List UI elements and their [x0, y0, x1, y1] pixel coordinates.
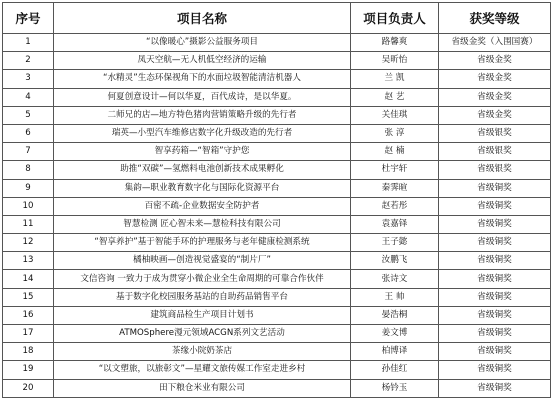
cell-project-name: 二师兄的店—地方特色猪肉营销策略升级的先行者	[54, 106, 351, 124]
cell-leader: 张 淳	[351, 124, 439, 142]
table-row	[3, 88, 551, 106]
cell-leader: 杨钤玉	[351, 379, 439, 397]
cell-award: 省级铜奖	[439, 306, 551, 324]
cell-project-name: 橘柚映画—创造视觉盛宴的“制片厂”	[54, 252, 351, 270]
table-row	[3, 234, 551, 252]
cell-project-name: 智享药箱—“智箱”守护您	[54, 143, 351, 161]
cell-leader: 孙佳红	[351, 361, 439, 379]
cell-project-name: 瑞英—小型汽车维修店数字化升级改造的先行者	[54, 124, 351, 142]
cell-project-name: “以像暖心”摄影公益服务项目	[54, 34, 351, 52]
cell-no: 6	[3, 124, 54, 142]
cell-project-name: 建筑商品检生产项目计划书	[54, 306, 351, 324]
cell-leader: 汝鹏飞	[351, 252, 439, 270]
cell-project-name: 百密不疏-企业数据安全防护者	[54, 197, 351, 215]
table-row	[3, 34, 551, 52]
cell-leader: 路馨爽	[351, 34, 439, 52]
cell-leader: 晏浩桐	[351, 306, 439, 324]
table-row	[3, 106, 551, 124]
cell-leader: 杜宇轩	[351, 161, 439, 179]
cell-award: 省级铜奖	[439, 379, 551, 397]
cell-award: 省级金奖	[439, 106, 551, 124]
cell-no: 15	[3, 288, 54, 306]
table-row	[3, 215, 551, 233]
table-row	[3, 161, 551, 179]
table-row	[3, 70, 551, 88]
table-row	[3, 288, 551, 306]
cell-no: 2	[3, 52, 54, 70]
cell-no: 7	[3, 143, 54, 161]
cell-leader: 吴昕怡	[351, 52, 439, 70]
cell-leader: 关佳琪	[351, 106, 439, 124]
cell-project-name: “智享养护”基于智能手环的护理服务与老年健康检测系统	[54, 234, 351, 252]
cell-leader: 王子懿	[351, 234, 439, 252]
table-row	[3, 270, 551, 288]
header-no: 序号	[3, 3, 54, 34]
cell-project-name: 田下粮仓米业有限公司	[54, 379, 351, 397]
table-row	[3, 325, 551, 343]
cell-award: 省级铜奖	[439, 252, 551, 270]
table-row	[3, 124, 551, 142]
cell-no: 12	[3, 234, 54, 252]
cell-award: 省级铜奖	[439, 288, 551, 306]
cell-no: 5	[3, 106, 54, 124]
table-row	[3, 179, 551, 197]
cell-project-name: 智慧检测 匠心智未来—慧检科技有限公司	[54, 215, 351, 233]
cell-project-name: 文信咨询 一致力于成为贯穿小微企业全生命周期的可靠合作伙伴	[54, 270, 351, 288]
cell-project-name: 何夏创意设计—何以华夏，百代成诗，是以华夏。	[54, 88, 351, 106]
cell-no: 16	[3, 306, 54, 324]
cell-no: 20	[3, 379, 54, 397]
cell-award: 省级铜奖	[439, 343, 551, 361]
table-row	[3, 361, 551, 379]
cell-leader: 王 帅	[351, 288, 439, 306]
cell-project-name: 凤天空航—无人机低空经济的运输	[54, 52, 351, 70]
cell-no: 3	[3, 70, 54, 88]
cell-no: 14	[3, 270, 54, 288]
table-row	[3, 52, 551, 70]
cell-leader: 赵若彤	[351, 197, 439, 215]
cell-leader: 柏博译	[351, 343, 439, 361]
cell-no: 17	[3, 325, 54, 343]
cell-award: 省级铜奖	[439, 197, 551, 215]
cell-award: 省级金奖	[439, 70, 551, 88]
document-page	[2, 2, 551, 398]
table-row	[3, 252, 551, 270]
cell-award: 省级铜奖	[439, 215, 551, 233]
cell-project-name: 茶缘小院奶茶店	[54, 343, 351, 361]
cell-award: 省级金奖	[439, 52, 551, 70]
cell-project-name: 助推“双碳”—氢燃料电池创新技术成果孵化	[54, 161, 351, 179]
cell-leader: 赵 艺	[351, 88, 439, 106]
cell-award: 省级铜奖	[439, 270, 551, 288]
cell-award: 省级铜奖	[439, 361, 551, 379]
cell-no: 18	[3, 343, 54, 361]
table-row	[3, 197, 551, 215]
table-header	[3, 3, 551, 34]
cell-project-name: “水精灵”生态环保视角下的水面垃圾智能清洁机器人	[54, 70, 351, 88]
table-row	[3, 306, 551, 324]
cell-no: 10	[3, 197, 54, 215]
cell-leader: 姜文博	[351, 325, 439, 343]
cell-award: 省级银奖	[439, 143, 551, 161]
cell-award: 省级银奖	[439, 161, 551, 179]
cell-award: 省级金奖	[439, 88, 551, 106]
cell-project-name: 基于数字化校园服务基站的自助药品销售平台	[54, 288, 351, 306]
cell-project-name: “以文塑旅，以旅彰文”—星耀文旅传媒工作室走进乡村	[54, 361, 351, 379]
cell-award: 省级银奖	[439, 124, 551, 142]
awards-table	[2, 2, 551, 398]
table-body	[3, 34, 551, 398]
table-row	[3, 343, 551, 361]
cell-no: 19	[3, 361, 54, 379]
cell-no: 4	[3, 88, 54, 106]
header-row	[3, 3, 551, 34]
table-row	[3, 379, 551, 397]
table-row	[3, 143, 551, 161]
cell-no: 1	[3, 34, 54, 52]
cell-no: 13	[3, 252, 54, 270]
cell-award: 省级铜奖	[439, 325, 551, 343]
header-project-name: 项目名称	[54, 3, 351, 34]
cell-award: 省级铜奖	[439, 234, 551, 252]
cell-award: 省级铜奖	[439, 179, 551, 197]
cell-award: 省级金奖（入围国赛）	[439, 34, 551, 52]
cell-leader: 兰 凯	[351, 70, 439, 88]
cell-leader: 秦霁暄	[351, 179, 439, 197]
header-award: 获奖等级	[439, 3, 551, 34]
cell-project-name: 集韵—职业教育数字化与国际化资源平台	[54, 179, 351, 197]
header-leader: 项目负责人	[351, 3, 439, 34]
cell-leader: 赵 楠	[351, 143, 439, 161]
cell-project-name: ATMOSphere漫元领域ACGN系列文艺活动	[54, 325, 351, 343]
cell-no: 8	[3, 161, 54, 179]
cell-leader: 袁嘉铎	[351, 215, 439, 233]
cell-no: 9	[3, 179, 54, 197]
cell-leader: 张诗文	[351, 270, 439, 288]
cell-no: 11	[3, 215, 54, 233]
